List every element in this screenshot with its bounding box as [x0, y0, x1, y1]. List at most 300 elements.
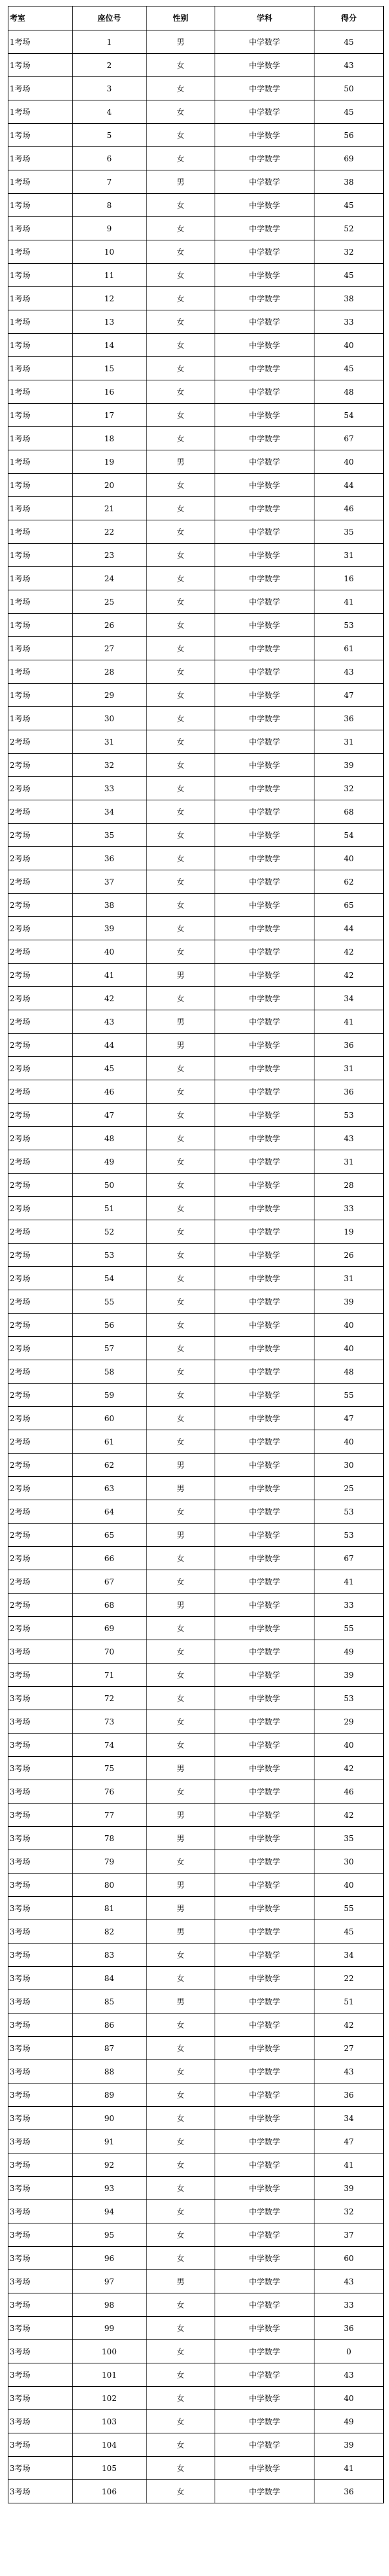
table-row — [8, 2130, 384, 2153]
cell-seat: 36 — [73, 847, 147, 870]
table-row — [8, 1524, 384, 1547]
cell-subject: 中学数学 — [215, 170, 314, 194]
cell-seat: 15 — [73, 357, 147, 380]
cell-subject: 中学数学 — [215, 2130, 314, 2153]
cell-gender: 女 — [147, 590, 215, 614]
cell-score: 46 — [314, 1780, 384, 1804]
cell-score: 33 — [314, 1197, 384, 1220]
cell-room: 3考场 — [8, 2107, 73, 2130]
cell-seat: 93 — [73, 2177, 147, 2200]
cell-gender: 女 — [147, 987, 215, 1010]
cell-seat: 76 — [73, 1780, 147, 1804]
cell-score: 44 — [314, 474, 384, 497]
cell-gender: 女 — [147, 940, 215, 964]
cell-gender: 女 — [147, 1290, 215, 1314]
cell-subject: 中学数学 — [215, 450, 314, 474]
cell-gender: 女 — [147, 1430, 215, 1454]
cell-subject: 中学数学 — [215, 1057, 314, 1080]
cell-score: 31 — [314, 544, 384, 567]
cell-subject: 中学数学 — [215, 1010, 314, 1034]
cell-seat: 99 — [73, 2317, 147, 2340]
cell-score: 53 — [314, 1500, 384, 1524]
cell-seat: 53 — [73, 1244, 147, 1267]
cell-subject: 中学数学 — [215, 1594, 314, 1617]
cell-seat: 88 — [73, 2060, 147, 2083]
cell-room: 2考场 — [8, 1594, 73, 1617]
cell-seat: 41 — [73, 964, 147, 987]
cell-room: 2考场 — [8, 1314, 73, 1337]
cell-seat: 86 — [73, 2013, 147, 2037]
table-row — [8, 310, 384, 334]
cell-room: 2考场 — [8, 1150, 73, 1174]
cell-score: 42 — [314, 1804, 384, 1827]
table-row — [8, 660, 384, 684]
cell-room: 2考场 — [8, 1524, 73, 1547]
cell-subject: 中学数学 — [215, 2200, 314, 2223]
cell-room: 1考场 — [8, 590, 73, 614]
table-row — [8, 1080, 384, 1104]
cell-room: 3考场 — [8, 2293, 73, 2317]
cell-score: 34 — [314, 987, 384, 1010]
cell-seat: 1 — [73, 30, 147, 54]
cell-subject: 中学数学 — [215, 2223, 314, 2247]
cell-subject: 中学数学 — [215, 194, 314, 217]
cell-room: 2考场 — [8, 1617, 73, 1640]
cell-seat: 100 — [73, 2340, 147, 2363]
cell-seat: 89 — [73, 2083, 147, 2107]
cell-room: 3考场 — [8, 2363, 73, 2387]
cell-subject: 中学数学 — [215, 1267, 314, 1290]
table-row — [8, 2387, 384, 2410]
cell-gender: 女 — [147, 1640, 215, 1664]
cell-score: 37 — [314, 2223, 384, 2247]
table-row — [8, 1360, 384, 1384]
cell-seat: 35 — [73, 824, 147, 847]
table-row — [8, 2153, 384, 2177]
cell-gender: 女 — [147, 1197, 215, 1220]
cell-room: 2考场 — [8, 894, 73, 917]
cell-gender: 女 — [147, 77, 215, 100]
cell-room: 2考场 — [8, 777, 73, 800]
cell-room: 2考场 — [8, 1430, 73, 1454]
cell-room: 2考场 — [8, 1290, 73, 1314]
cell-subject: 中学数学 — [215, 870, 314, 894]
cell-seat: 73 — [73, 1710, 147, 1734]
table-row — [8, 1477, 384, 1500]
table-row — [8, 100, 384, 124]
cell-score: 36 — [314, 2480, 384, 2503]
cell-room: 1考场 — [8, 287, 73, 310]
table-row — [8, 287, 384, 310]
cell-gender: 女 — [147, 147, 215, 170]
cell-seat: 5 — [73, 124, 147, 147]
cell-score: 45 — [314, 100, 384, 124]
cell-subject: 中学数学 — [215, 30, 314, 54]
cell-score: 43 — [314, 54, 384, 77]
cell-room: 2考场 — [8, 1360, 73, 1384]
cell-subject: 中学数学 — [215, 380, 314, 404]
cell-subject: 中学数学 — [215, 2340, 314, 2363]
cell-room: 2考场 — [8, 800, 73, 824]
cell-score: 54 — [314, 404, 384, 427]
cell-score: 55 — [314, 1384, 384, 1407]
cell-gender: 女 — [147, 567, 215, 590]
cell-seat: 17 — [73, 404, 147, 427]
cell-score: 25 — [314, 1477, 384, 1500]
cell-subject: 中学数学 — [215, 2083, 314, 2107]
cell-subject: 中学数学 — [215, 1874, 314, 1897]
cell-gender: 女 — [147, 1850, 215, 1874]
cell-subject: 中学数学 — [215, 1314, 314, 1337]
cell-gender: 女 — [147, 1174, 215, 1197]
table-row — [8, 800, 384, 824]
cell-subject: 中学数学 — [215, 567, 314, 590]
cell-score: 49 — [314, 1640, 384, 1664]
cell-gender: 女 — [147, 847, 215, 870]
cell-subject: 中学数学 — [215, 1430, 314, 1454]
cell-room: 1考场 — [8, 520, 73, 544]
cell-subject: 中学数学 — [215, 1734, 314, 1757]
table-row — [8, 987, 384, 1010]
cell-seat: 77 — [73, 1804, 147, 1827]
cell-score: 33 — [314, 310, 384, 334]
cell-gender: 女 — [147, 800, 215, 824]
cell-subject: 中学数学 — [215, 964, 314, 987]
table-row — [8, 1967, 384, 1990]
cell-gender: 女 — [147, 240, 215, 264]
cell-gender: 男 — [147, 964, 215, 987]
cell-subject: 中学数学 — [215, 2293, 314, 2317]
cell-room: 1考场 — [8, 684, 73, 707]
cell-room: 2考场 — [8, 1197, 73, 1220]
table-row — [8, 1640, 384, 1664]
cell-score: 50 — [314, 77, 384, 100]
cell-score: 36 — [314, 1080, 384, 1104]
table-row — [8, 1897, 384, 1920]
cell-seat: 46 — [73, 1080, 147, 1104]
table-row — [8, 2200, 384, 2223]
cell-seat: 95 — [73, 2223, 147, 2247]
cell-seat: 98 — [73, 2293, 147, 2317]
cell-subject: 中学数学 — [215, 2037, 314, 2060]
cell-score: 56 — [314, 124, 384, 147]
cell-room: 2考场 — [8, 1104, 73, 1127]
cell-gender: 女 — [147, 824, 215, 847]
cell-gender: 男 — [147, 1920, 215, 1944]
cell-room: 2考场 — [8, 847, 73, 870]
cell-gender: 男 — [147, 1827, 215, 1850]
cell-gender: 男 — [147, 1034, 215, 1057]
header-room: 考室 — [8, 6, 73, 30]
cell-gender: 男 — [147, 1897, 215, 1920]
cell-gender: 女 — [147, 1080, 215, 1104]
cell-subject: 中学数学 — [215, 1920, 314, 1944]
cell-seat: 78 — [73, 1827, 147, 1850]
cell-score: 47 — [314, 684, 384, 707]
cell-gender: 女 — [147, 1710, 215, 1734]
cell-gender: 女 — [147, 1687, 215, 1710]
cell-subject: 中学数学 — [215, 754, 314, 777]
cell-room: 3考场 — [8, 2153, 73, 2177]
cell-score: 47 — [314, 1407, 384, 1430]
table-row — [8, 1314, 384, 1337]
cell-room: 1考场 — [8, 637, 73, 660]
cell-gender: 女 — [147, 1734, 215, 1757]
table-row — [8, 497, 384, 520]
cell-gender: 男 — [147, 1594, 215, 1617]
table-row — [8, 824, 384, 847]
cell-score: 36 — [314, 1034, 384, 1057]
cell-gender: 女 — [147, 1944, 215, 1967]
cell-score: 51 — [314, 1990, 384, 2013]
cell-room: 1考场 — [8, 217, 73, 240]
cell-gender: 女 — [147, 2340, 215, 2363]
cell-room: 3考场 — [8, 2317, 73, 2340]
table-row — [8, 2293, 384, 2317]
cell-seat: 29 — [73, 684, 147, 707]
cell-score: 39 — [314, 1290, 384, 1314]
cell-subject: 中学数学 — [215, 800, 314, 824]
cell-seat: 94 — [73, 2200, 147, 2223]
table-body — [8, 30, 384, 2503]
cell-subject: 中学数学 — [215, 1710, 314, 1734]
cell-score: 41 — [314, 1570, 384, 1594]
cell-subject: 中学数学 — [215, 1244, 314, 1267]
cell-room: 2考场 — [8, 1080, 73, 1104]
table-row — [8, 1244, 384, 1267]
cell-subject: 中学数学 — [215, 1967, 314, 1990]
cell-room: 2考场 — [8, 940, 73, 964]
cell-score: 55 — [314, 1897, 384, 1920]
cell-gender: 女 — [147, 2293, 215, 2317]
cell-subject: 中学数学 — [215, 637, 314, 660]
cell-subject: 中学数学 — [215, 2247, 314, 2270]
cell-room: 2考场 — [8, 1570, 73, 1594]
cell-seat: 50 — [73, 1174, 147, 1197]
cell-subject: 中学数学 — [215, 2410, 314, 2433]
cell-room: 1考场 — [8, 334, 73, 357]
cell-subject: 中学数学 — [215, 310, 314, 334]
cell-score: 54 — [314, 824, 384, 847]
table-row — [8, 2457, 384, 2480]
cell-seat: 3 — [73, 77, 147, 100]
table-row — [8, 684, 384, 707]
cell-seat: 7 — [73, 170, 147, 194]
cell-subject: 中学数学 — [215, 1080, 314, 1104]
cell-seat: 30 — [73, 707, 147, 730]
cell-room: 1考场 — [8, 54, 73, 77]
cell-score: 38 — [314, 287, 384, 310]
cell-seat: 106 — [73, 2480, 147, 2503]
cell-room: 3考场 — [8, 2247, 73, 2270]
cell-subject: 中学数学 — [215, 987, 314, 1010]
cell-gender: 女 — [147, 614, 215, 637]
cell-score: 39 — [314, 2433, 384, 2457]
cell-gender: 女 — [147, 1780, 215, 1804]
table-row — [8, 1990, 384, 2013]
cell-gender: 女 — [147, 334, 215, 357]
table-row — [8, 1547, 384, 1570]
cell-subject: 中学数学 — [215, 520, 314, 544]
cell-seat: 22 — [73, 520, 147, 544]
cell-gender: 女 — [147, 660, 215, 684]
cell-seat: 33 — [73, 777, 147, 800]
table-row — [8, 2177, 384, 2200]
table-row — [8, 1267, 384, 1290]
cell-gender: 女 — [147, 404, 215, 427]
cell-room: 1考场 — [8, 310, 73, 334]
table-row — [8, 847, 384, 870]
cell-gender: 女 — [147, 1337, 215, 1360]
cell-score: 34 — [314, 2107, 384, 2130]
cell-seat: 11 — [73, 264, 147, 287]
cell-score: 36 — [314, 707, 384, 730]
table-row — [8, 2223, 384, 2247]
cell-gender: 男 — [147, 170, 215, 194]
cell-seat: 49 — [73, 1150, 147, 1174]
cell-subject: 中学数学 — [215, 917, 314, 940]
cell-room: 3考场 — [8, 1990, 73, 2013]
cell-subject: 中学数学 — [215, 894, 314, 917]
cell-subject: 中学数学 — [215, 1640, 314, 1664]
cell-score: 55 — [314, 1617, 384, 1640]
cell-seat: 84 — [73, 1967, 147, 1990]
table-row — [8, 1034, 384, 1057]
table-row — [8, 2247, 384, 2270]
cell-subject: 中学数学 — [215, 824, 314, 847]
cell-score: 41 — [314, 590, 384, 614]
table-row — [8, 1944, 384, 1967]
cell-seat: 72 — [73, 1687, 147, 1710]
cell-score: 40 — [314, 334, 384, 357]
cell-score: 36 — [314, 2317, 384, 2340]
cell-gender: 女 — [147, 1244, 215, 1267]
cell-score: 43 — [314, 2060, 384, 2083]
table-row — [8, 2480, 384, 2503]
cell-score: 38 — [314, 170, 384, 194]
cell-room: 2考场 — [8, 1477, 73, 1500]
cell-score: 40 — [314, 2387, 384, 2410]
cell-gender: 男 — [147, 1874, 215, 1897]
cell-gender: 女 — [147, 520, 215, 544]
cell-gender: 女 — [147, 1267, 215, 1290]
cell-room: 2考场 — [8, 1010, 73, 1034]
cell-score: 48 — [314, 1360, 384, 1384]
cell-seat: 97 — [73, 2270, 147, 2293]
cell-room: 1考场 — [8, 660, 73, 684]
cell-subject: 中学数学 — [215, 2317, 314, 2340]
cell-gender: 女 — [147, 1150, 215, 1174]
cell-room: 2考场 — [8, 1174, 73, 1197]
table-row — [8, 2060, 384, 2083]
cell-seat: 9 — [73, 217, 147, 240]
cell-subject: 中学数学 — [215, 590, 314, 614]
cell-room: 3考场 — [8, 1850, 73, 1874]
cell-room: 1考场 — [8, 707, 73, 730]
cell-gender: 女 — [147, 1547, 215, 1570]
cell-seat: 21 — [73, 497, 147, 520]
cell-gender: 女 — [147, 2457, 215, 2480]
cell-subject: 中学数学 — [215, 1850, 314, 1874]
cell-gender: 男 — [147, 1757, 215, 1780]
cell-score: 31 — [314, 1150, 384, 1174]
cell-subject: 中学数学 — [215, 124, 314, 147]
cell-score: 41 — [314, 2153, 384, 2177]
cell-room: 2考场 — [8, 870, 73, 894]
cell-subject: 中学数学 — [215, 1780, 314, 1804]
table-row — [8, 217, 384, 240]
cell-room: 3考场 — [8, 2177, 73, 2200]
table-row — [8, 1127, 384, 1150]
cell-room: 3考场 — [8, 2013, 73, 2037]
cell-subject: 中学数学 — [215, 614, 314, 637]
cell-score: 42 — [314, 1757, 384, 1780]
cell-score: 40 — [314, 450, 384, 474]
cell-score: 53 — [314, 1687, 384, 1710]
cell-subject: 中学数学 — [215, 707, 314, 730]
cell-seat: 62 — [73, 1454, 147, 1477]
cell-seat: 40 — [73, 940, 147, 964]
cell-gender: 女 — [147, 357, 215, 380]
cell-seat: 42 — [73, 987, 147, 1010]
cell-gender: 女 — [147, 684, 215, 707]
table-row — [8, 1757, 384, 1780]
cell-seat: 79 — [73, 1850, 147, 1874]
cell-gender: 男 — [147, 1477, 215, 1500]
cell-subject: 中学数学 — [215, 1757, 314, 1780]
cell-room: 2考场 — [8, 754, 73, 777]
cell-gender: 女 — [147, 1220, 215, 1244]
cell-gender: 女 — [147, 2433, 215, 2457]
table-row — [8, 1220, 384, 1244]
cell-score: 42 — [314, 964, 384, 987]
cell-gender: 女 — [147, 2037, 215, 2060]
cell-seat: 6 — [73, 147, 147, 170]
cell-seat: 103 — [73, 2410, 147, 2433]
header-subject: 学科 — [215, 6, 314, 30]
cell-score: 45 — [314, 264, 384, 287]
table-row — [8, 1850, 384, 1874]
cell-score: 35 — [314, 1827, 384, 1850]
cell-seat: 13 — [73, 310, 147, 334]
cell-seat: 85 — [73, 1990, 147, 2013]
cell-room: 2考场 — [8, 1547, 73, 1570]
cell-gender: 男 — [147, 1010, 215, 1034]
cell-seat: 66 — [73, 1547, 147, 1570]
cell-room: 2考场 — [8, 1244, 73, 1267]
cell-seat: 32 — [73, 754, 147, 777]
cell-subject: 中学数学 — [215, 240, 314, 264]
cell-gender: 女 — [147, 637, 215, 660]
cell-seat: 63 — [73, 1477, 147, 1500]
cell-room: 3考场 — [8, 2433, 73, 2457]
table-row — [8, 1197, 384, 1220]
cell-score: 62 — [314, 870, 384, 894]
cell-seat: 4 — [73, 100, 147, 124]
cell-gender: 女 — [147, 1314, 215, 1337]
cell-seat: 83 — [73, 1944, 147, 1967]
cell-seat: 18 — [73, 427, 147, 450]
cell-seat: 2 — [73, 54, 147, 77]
cell-seat: 56 — [73, 1314, 147, 1337]
cell-score: 53 — [314, 614, 384, 637]
cell-gender: 女 — [147, 1500, 215, 1524]
cell-subject: 中学数学 — [215, 2107, 314, 2130]
table-row — [8, 567, 384, 590]
cell-score: 35 — [314, 520, 384, 544]
cell-subject: 中学数学 — [215, 544, 314, 567]
table-row — [8, 2270, 384, 2293]
